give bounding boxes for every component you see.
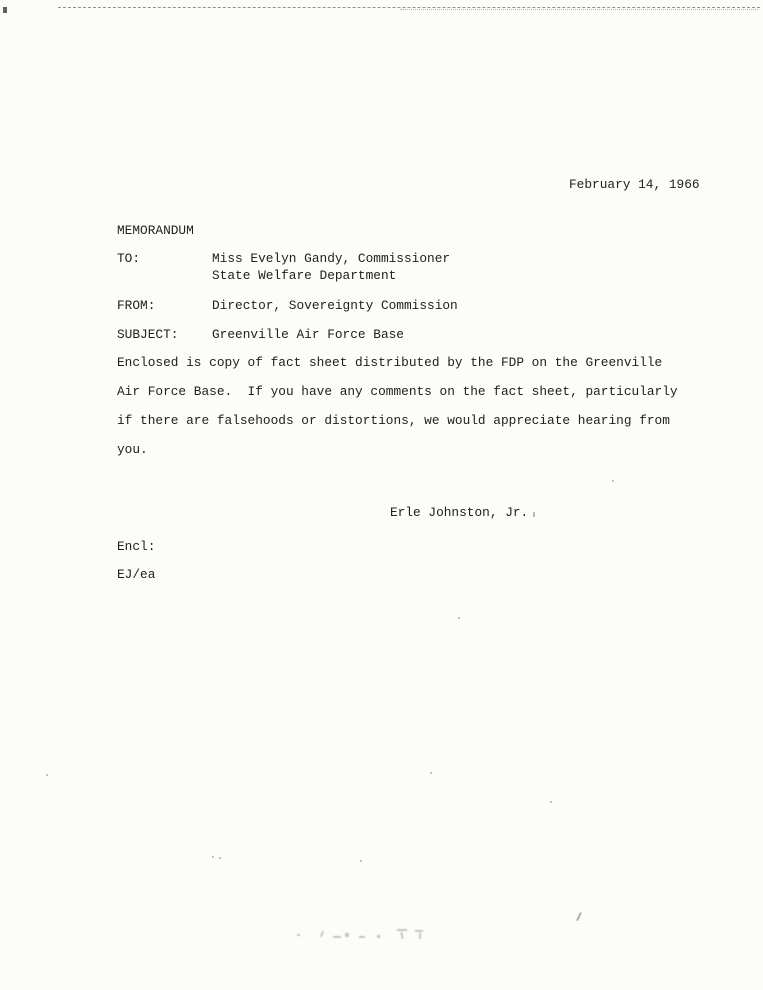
scan-speck bbox=[46, 774, 48, 776]
scan-artifact-top-dashed-line bbox=[58, 7, 760, 8]
scan-speck bbox=[550, 801, 552, 803]
field-value-to-line2: State Welfare Department bbox=[212, 268, 397, 283]
body-line-4: you. bbox=[117, 442, 148, 457]
scan-artifact-signature-tick bbox=[533, 512, 535, 517]
body-line-2: Air Force Base. If you have any comments on the fact sheet, particularly bbox=[117, 384, 678, 399]
scan-artifact-bottom-smudge bbox=[293, 928, 438, 942]
field-label-to: TO: bbox=[117, 251, 141, 266]
field-value-to-line1: Miss Evelyn Gandy, Commissioner bbox=[212, 251, 451, 266]
memo-title: MEMORANDUM bbox=[117, 223, 194, 238]
scan-speck bbox=[458, 617, 460, 619]
scan-speck bbox=[360, 860, 362, 862]
scan-speck bbox=[219, 857, 221, 859]
signature-name: Erle Johnston, Jr. bbox=[390, 505, 529, 520]
scan-speck bbox=[612, 480, 614, 482]
body-line-1: Enclosed is copy of fact sheet distributed by the FDP on the Greenville bbox=[117, 355, 663, 370]
field-label-from: FROM: bbox=[117, 298, 156, 313]
scan-artifact-slash-mark bbox=[576, 912, 581, 921]
typist-initials: EJ/ea bbox=[117, 567, 156, 582]
enclosure-label: Encl: bbox=[117, 539, 156, 554]
scan-artifact-corner-mark bbox=[3, 7, 7, 13]
body-line-3: if there are falsehoods or distortions, we would appreciate hearing from bbox=[117, 413, 670, 428]
field-value-subject: Greenville Air Force Base bbox=[212, 327, 404, 342]
scan-speck bbox=[430, 772, 432, 774]
scan-speck bbox=[212, 856, 214, 858]
memo-date: February 14, 1966 bbox=[569, 177, 700, 192]
scan-artifact-top-dotted-line bbox=[400, 9, 758, 10]
field-label-subject: SUBJECT: bbox=[117, 327, 179, 342]
field-value-from: Director, Sovereignty Commission bbox=[212, 298, 458, 313]
